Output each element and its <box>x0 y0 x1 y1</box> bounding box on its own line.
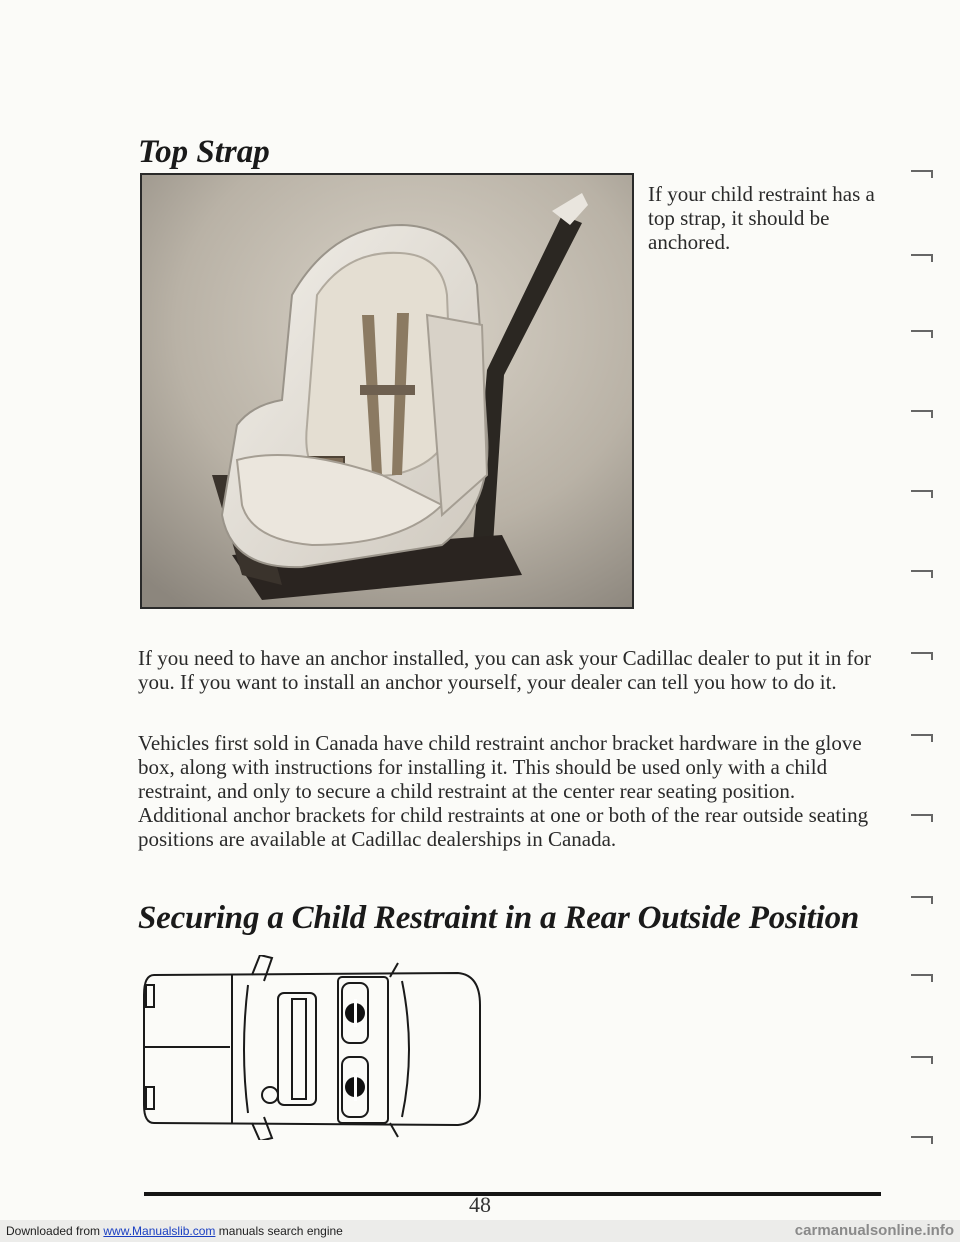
edge-mark <box>905 810 939 826</box>
edge-mark <box>905 566 939 582</box>
paragraph-anchor-install: If you need to have an anchor installed, you can ask your Cadillac dealer to put it in for you. If you want to install an anchor yourself, your dealer can tell you how to do it. <box>138 646 872 694</box>
edge-mark <box>905 248 939 264</box>
edge-mark <box>905 168 939 184</box>
car-outline-svg <box>140 955 485 1140</box>
footer-source <box>6 1224 343 1238</box>
edge-mark <box>905 730 939 746</box>
side-note: If your child restraint has a top strap, it should be anchored. <box>648 182 875 254</box>
footer-suffix: manuals search engine <box>215 1224 343 1238</box>
edge-mark <box>905 1132 939 1148</box>
edge-mark <box>905 1052 939 1068</box>
car-top-view-diagram <box>140 955 485 1145</box>
manualslib-link[interactable]: www.Manualslib.com <box>103 1224 216 1238</box>
edge-mark <box>905 486 939 502</box>
edge-mark <box>905 970 939 986</box>
edge-mark <box>905 648 939 664</box>
child-seat-photo <box>140 173 634 609</box>
download-footer <box>0 1220 960 1242</box>
watermark: carmanualsonline.info <box>794 1222 954 1239</box>
edge-mark <box>905 406 939 422</box>
edge-mark <box>905 892 939 908</box>
edge-mark <box>905 326 939 342</box>
paragraph-canada-hardware: Vehicles first sold in Canada have child restraint anchor bracket hardware in the glove box, along with instructions for installing it. This should be used only with a child restraint, and only to secure a child restraint at the center rear seating position. Additional anchor brackets for child restraints at one or both of the rear outside seating positions are available at Cadillac dealerships in Canada. <box>138 731 869 851</box>
section-title: Top Strap <box>138 134 270 170</box>
page-number: 48 <box>469 1192 491 1217</box>
subsection-title: Securing a Child Restraint in a Rear Outside Position <box>138 900 860 936</box>
footer-prefix: Downloaded from <box>6 1224 104 1238</box>
child-seat-illustration <box>142 175 632 607</box>
